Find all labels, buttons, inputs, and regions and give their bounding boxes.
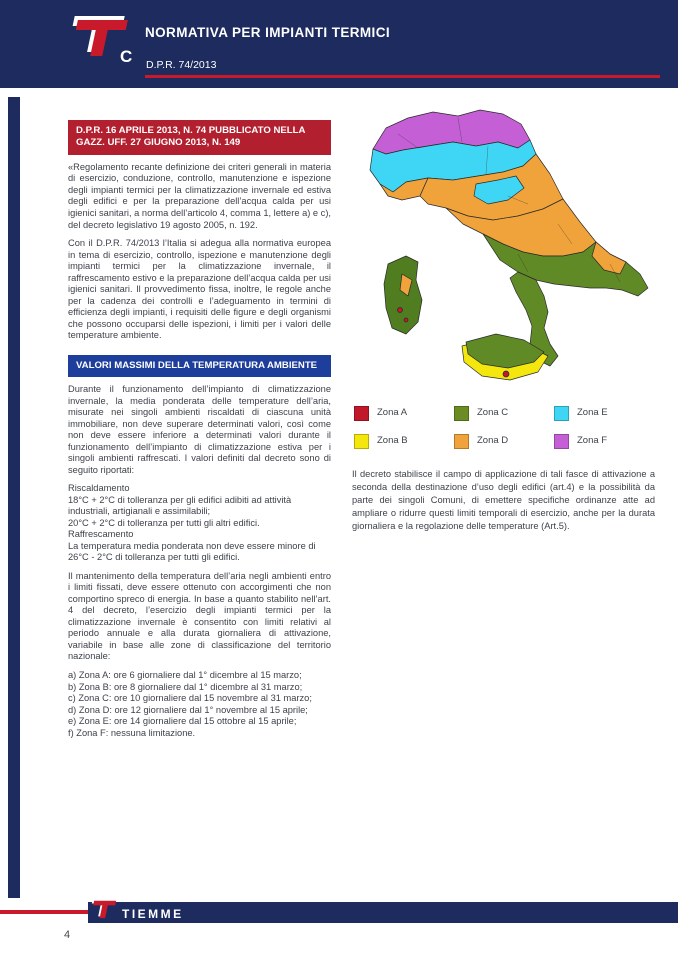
legend-swatch-zona-b (354, 434, 369, 449)
legend-label-zona-c: Zona C (477, 407, 509, 419)
page-title: NORMATIVA PER IMPIANTI TERMICI (145, 25, 390, 40)
header-bar (0, 0, 678, 88)
footer-logo-mark (86, 892, 118, 926)
legend-item-zona-b (354, 434, 454, 449)
footer-brand-text: TIEMME (122, 907, 184, 921)
left-column (68, 120, 331, 746)
zone-schedule-item-f: f) Zona F: nessuna limitazione. (68, 727, 196, 738)
paragraph-valori: Durante il funzionamento dell’impianto di climatizzazione invernale, la media ponderata delle temperature dell’aria, misurate nei singoli ambienti riscaldati di ciascuna unità immobiliare, non deve superare determinati valori, così come non deve essere inferiore a determinati valori durante il funzionamento dell’impianto di climatizzazione estiva per i singoli ambienti raffrescati. I valori definiti dal decreto sono di seguito riportati: (68, 384, 331, 475)
region-zone-c-sardinia (384, 256, 422, 334)
legend-swatch-zona-f (554, 434, 569, 449)
cooling-label: Raffrescamento (68, 529, 134, 540)
legend-label-zona-d: Zona D (477, 435, 509, 447)
page-number: 4 (64, 929, 71, 941)
italy-climate-zones-map (358, 104, 653, 394)
zone-schedule-item-b: b) Zona B: ore 8 giornaliere dal 1° dicembre al 31 marzo; (68, 681, 303, 692)
legend-item-zona-c (454, 406, 554, 421)
legend-swatch-zona-c (454, 406, 469, 421)
legend-label-zona-e: Zona E (577, 407, 608, 419)
temperature-limits-block (68, 483, 331, 564)
paragraph-dpr-intro: Con il D.P.R. 74/2013 l’Italia si adegua alla normativa europea in tema di esercizio, controllo, ispezione e manutenzione degli impianti termici per la climatizzazione invernale, il raffrescamento estivo e la preparazione dell’acqua calda per usi igienici sanitari. Il provvedimento fissa, inoltre, le regole anche per la cadenza dei controlli e l’adeguamento in termini di efficienza degli impianti, i requisiti delle figure e degli organismi che possono occuparsi delle ispezioni, i limiti per i valori delle temperature ambiente. (68, 238, 331, 341)
legend-label-zona-f: Zona F (577, 435, 608, 447)
paragraph-regolamento: «Regolamento recante definizione dei criteri generali in materia di esercizio, conduzione, controllo, manutenzione e ispezione degli impianti termici per la climatizzazione invernale ed estiva degli edifici e per la preparazione dell’acqua calda per usi igienici sanitari, a norma dell’articolo 4, comma 1, lettere a) e c), del decreto legislativo 19 agosto 2005, n. 192. (68, 161, 332, 230)
left-accent-bar (8, 97, 20, 898)
paragraph-campo-applicazione: Il decreto stabilisce il campo di applicazione di tali fasce di attivazione a seconda della destinazione d’uso degli edifici (art.4) e la possibilità da parte dei singoli Comuni, di emettere specifiche ordinanze atte ad ampliare o ridurre questi limiti temporali di esercizio, anche per la durata giornaliera e la regolazione delle temperature (Art.5). (352, 469, 655, 532)
heating-limit-other: 20°C + 2°C di tolleranza per tutti gli altri edifici. (68, 517, 260, 528)
legend-swatch-zona-e (554, 406, 569, 421)
region-zone-a-sardinia-dot-1 (398, 308, 403, 313)
legend-swatch-zona-a (354, 406, 369, 421)
legend-swatch-zona-d (454, 434, 469, 449)
region-zone-a-sardinia-dot-2 (404, 318, 408, 322)
map-legend (354, 406, 655, 449)
legend-label-zona-b: Zona B (377, 435, 408, 447)
zone-schedule-item-c: c) Zona C: ore 10 giornaliere dal 15 novembre al 31 marzo; (68, 693, 312, 704)
zone-schedule-item-d: d) Zona D: ore 12 giornaliere dal 1° novembre al 15 aprile; (68, 704, 308, 715)
footer-tiemme-logo (86, 892, 118, 926)
zone-schedule-list (68, 670, 331, 739)
legend-item-zona-e (554, 406, 654, 421)
section-title-dpr: D.P.R. 16 APRILE 2013, N. 74 PUBBLICATO NELLA GAZZ. UFF. 27 GIUGNO 2013, N. 149 (68, 120, 331, 155)
tiemme-logo (58, 10, 150, 68)
zone-schedule-item-a: a) Zona A: ore 6 giornaliere dal 1° dicembre al 15 marzo; (68, 670, 302, 680)
page-subtitle: D.P.R. 74/2013 (146, 59, 217, 71)
map-regions (370, 110, 648, 380)
cooling-limit: La temperatura media ponderata non deve essere minore di 26°C - 2°C di tolleranza per tutti gli edifici. (68, 540, 316, 563)
legend-item-zona-f (554, 434, 654, 449)
legend-item-zona-a (354, 406, 454, 421)
right-column (352, 104, 655, 542)
header-red-divider (145, 75, 660, 78)
legend-item-zona-d (454, 434, 554, 449)
italy-map-svg (358, 104, 653, 394)
logo-letter-c: C (120, 47, 133, 66)
section-title-valori-massimi: VALORI MASSIMI DELLA TEMPERATURA AMBIENTE (68, 355, 331, 377)
zone-schedule-item-e: e) Zona E: ore 14 giornaliere dal 15 ottobre al 15 aprile; (68, 716, 297, 727)
region-zone-a-sicily-dot (503, 371, 509, 377)
paragraph-mantenimento: Il mantenimento della temperatura dell’aria negli ambienti entro i limiti fissati, deve essere ottenuto con accorgimenti che non comportino spreco di energia. In base a quanto stabilito nell’art. 4 del decreto, l’esercizio degli impianti termici per la climatizzazione invernale è consentito con limiti relativi al periodo annuale e alla durata giornaliera di attivazione, variabile in base alle zone di classificazione del territorio nazionale: (68, 570, 331, 662)
legend-label-zona-a: Zona A (377, 407, 408, 419)
heating-label: Riscaldamento (68, 483, 130, 494)
tiemme-logo-mark (58, 10, 150, 66)
heating-limit-industrial: 18°C + 2°C di tolleranza per gli edifici adibiti ad attività industriali, artigianali e assimilabili; (68, 494, 292, 517)
